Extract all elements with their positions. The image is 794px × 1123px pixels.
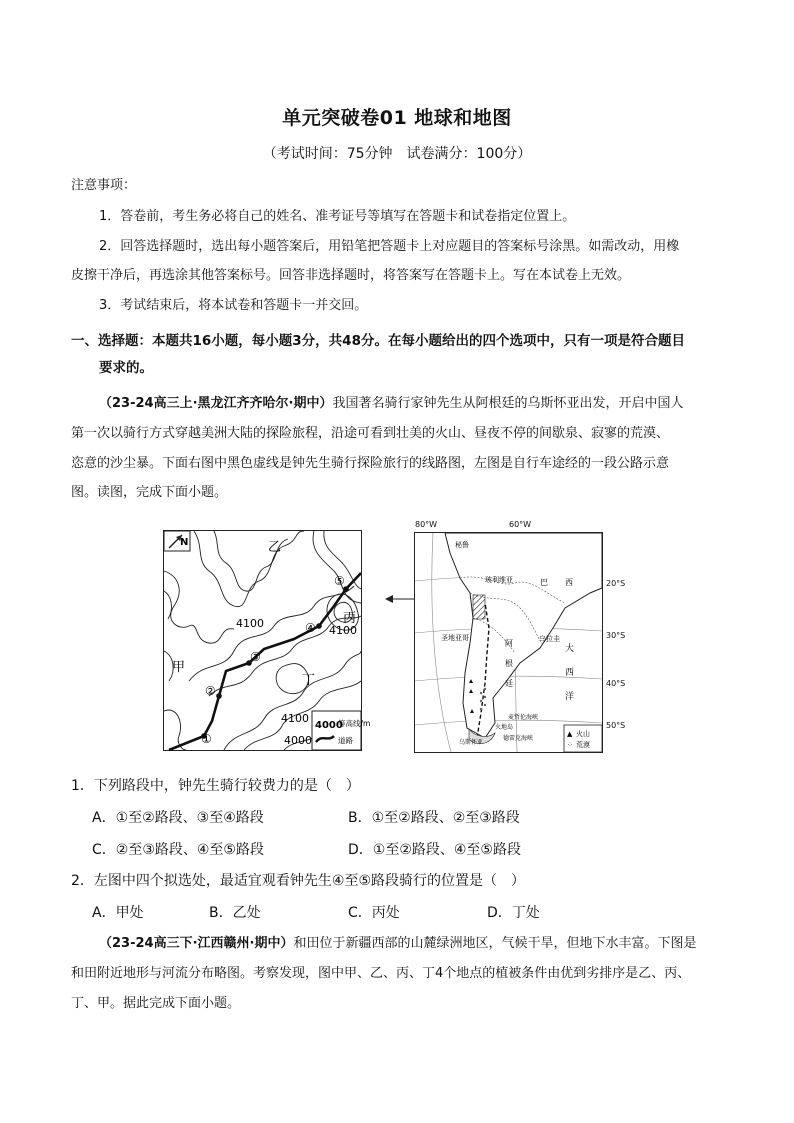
legend-volcano: 火山 bbox=[576, 730, 590, 738]
question-2-option-d[interactable]: D．丁处 bbox=[487, 905, 540, 921]
place-peru: 秘鲁 bbox=[455, 541, 469, 549]
label-bing: 丙 bbox=[343, 611, 357, 626]
note-item-1: 1．答卷前，考生务必将自己的姓名、准考证号等填写在答题卡和试卷指定位置上。 bbox=[99, 209, 576, 224]
question-1-option-c[interactable]: C．②至③路段、④至⑤路段 bbox=[92, 842, 264, 858]
passage2-source: （23-24高三下·江西赣州·期中） bbox=[99, 936, 294, 951]
place-atlantic-xi: 西 bbox=[565, 668, 575, 678]
question-2-option-a[interactable]: A．甲处 bbox=[92, 905, 144, 921]
place-magellan: 麦哲伦海峡 bbox=[508, 714, 539, 721]
place-arg-a: 阿 bbox=[505, 639, 513, 648]
question-1-option-b[interactable]: B．①至②路段、②至③路段 bbox=[348, 810, 520, 826]
contour-label-4100-a: 4100 bbox=[236, 617, 264, 630]
question-1-option-a[interactable]: A．①至②路段、③至④路段 bbox=[92, 810, 264, 826]
place-brazil-xi: 西 bbox=[565, 578, 573, 587]
point-5: ⑤ bbox=[334, 574, 345, 588]
passage1-line3: 恣意的沙尘暴。下面右图中黑色虚线是钟先生骑行探险旅行的线路图，左图是自行车途经的一段公路示意 bbox=[71, 456, 670, 471]
place-fireland: 火地岛 bbox=[495, 724, 514, 731]
passage1-source: （23-24高三上·黑龙江齐齐哈尔·期中） bbox=[99, 396, 333, 411]
place-arg-ting: 廷 bbox=[505, 679, 513, 688]
place-arg-gen: 根 bbox=[505, 659, 513, 668]
point-1: ① bbox=[201, 732, 212, 746]
label-jia: 甲 bbox=[172, 660, 186, 675]
contour-map-svg bbox=[164, 531, 371, 750]
contour-label-4100-b: 4100 bbox=[329, 624, 357, 637]
page-subtitle: （考试时间：75分钟 试卷满分：100分） bbox=[262, 146, 532, 162]
notes-heading: 注意事项： bbox=[71, 178, 137, 193]
place-uruguay: 乌拉圭 bbox=[539, 635, 560, 643]
note-item-3: 3．考试结束后，将本试卷和答题卡一并交回。 bbox=[99, 298, 368, 313]
place-atlantic-da: 大 bbox=[565, 644, 575, 654]
note-item-2-line2: 皮擦干净后，再选涂其他答案标号。回答非选择题时，将答案写在答题卡上。写在本试卷上无效。 bbox=[71, 268, 631, 283]
lat-40s: 40°S bbox=[606, 679, 626, 688]
question-2-stem: 2．左图中四个拟选处，最适宜观看钟先生④至⑤路段骑行的位置是（ ） bbox=[71, 873, 526, 889]
place-ushuaia: 乌斯怀亚 bbox=[459, 739, 484, 746]
legend-contour-value: 4000 bbox=[315, 720, 343, 731]
lat-50s: 50°S bbox=[606, 721, 626, 730]
place-bolivia: 玻利维亚 bbox=[485, 576, 513, 584]
contour-label-4000: 4000 bbox=[284, 734, 312, 747]
legend-desert: 荒漠 bbox=[576, 741, 590, 749]
volcano-icon: ▲ bbox=[567, 730, 573, 738]
lon-60w: 60°W bbox=[509, 520, 532, 529]
lat-20s: 20°S bbox=[606, 579, 626, 588]
label-yi: 乙 bbox=[268, 540, 282, 555]
north-label: N bbox=[180, 537, 189, 548]
place-atlantic-yang: 洋 bbox=[565, 692, 575, 702]
contour-road-map bbox=[163, 530, 371, 751]
point-2: ② bbox=[205, 684, 216, 698]
question-1-stem: 1．下列路段中，钟先生骑行较费力的是（ ） bbox=[71, 778, 360, 794]
contour-label-4100-c: 4100 bbox=[281, 712, 309, 725]
desert-icon: ⁘ bbox=[567, 741, 573, 749]
place-brazil-ba: 巴 bbox=[540, 578, 548, 587]
passage2-line2: 和田附近地形与河流分布略图。考察发现，图中甲、乙、丙、丁4个地点的植被条件由优到劣排序是乙、丙、 bbox=[71, 966, 691, 981]
lon-80w: 80°W bbox=[415, 520, 438, 529]
passage1-text: 我国著名骑行家钟先生从阿根廷的乌斯怀亚出发，开启中国人 bbox=[332, 396, 684, 411]
section-heading-line1: 一、选择题：本题共16小题，每小题3分，共48分。在每小题给出的四个选项中，只有一项是符合题目 bbox=[71, 333, 685, 349]
legend-road-label: 道路 bbox=[338, 736, 353, 745]
lat-30s: 30°S bbox=[606, 631, 626, 640]
question-2-option-b[interactable]: B．乙处 bbox=[209, 905, 261, 921]
legend-contour-label: 等高线/m bbox=[338, 719, 371, 728]
label-ding: 丁 bbox=[302, 673, 316, 688]
passage2-text: 和田位于新疆西部的山麓绿洲地区，气候干旱，但地下水丰富。下图是 bbox=[293, 936, 697, 951]
place-santiago: 圣地亚哥 bbox=[441, 634, 469, 642]
place-drake: 德雷克海峡 bbox=[503, 735, 534, 742]
note-item-2-line1: 2．回答选择题时，选出每小题答案后，用铅笔把答题卡上对应题目的答案标号涂黑。如需改动，用橡 bbox=[99, 239, 680, 254]
question-2-option-c[interactable]: C．丙处 bbox=[348, 905, 400, 921]
passage2-line3: 丁、甲。据此完成下面小题。 bbox=[71, 996, 241, 1011]
passage1-line2: 第一次以骑行方式穿越美洲大陆的探险旅程，沿途可看到壮美的火山、昼夜不停的间歇泉、寂寥的荒漠、 bbox=[71, 426, 670, 441]
south-america-svg bbox=[415, 533, 602, 752]
point-3: ③ bbox=[250, 650, 261, 664]
passage1-line1 bbox=[99, 395, 683, 413]
passage2-line1 bbox=[99, 935, 696, 953]
page-title: 单元突破卷01 地球和地图 bbox=[282, 107, 512, 129]
south-america-map bbox=[414, 532, 603, 753]
point-4: ④ bbox=[305, 621, 316, 635]
passage1-line4: 图。读图，完成下面小题。 bbox=[71, 485, 228, 500]
question-1-option-d[interactable]: D．①至②路段、④至⑤路段 bbox=[348, 842, 521, 858]
section-heading-line2: 要求的。 bbox=[99, 360, 153, 376]
